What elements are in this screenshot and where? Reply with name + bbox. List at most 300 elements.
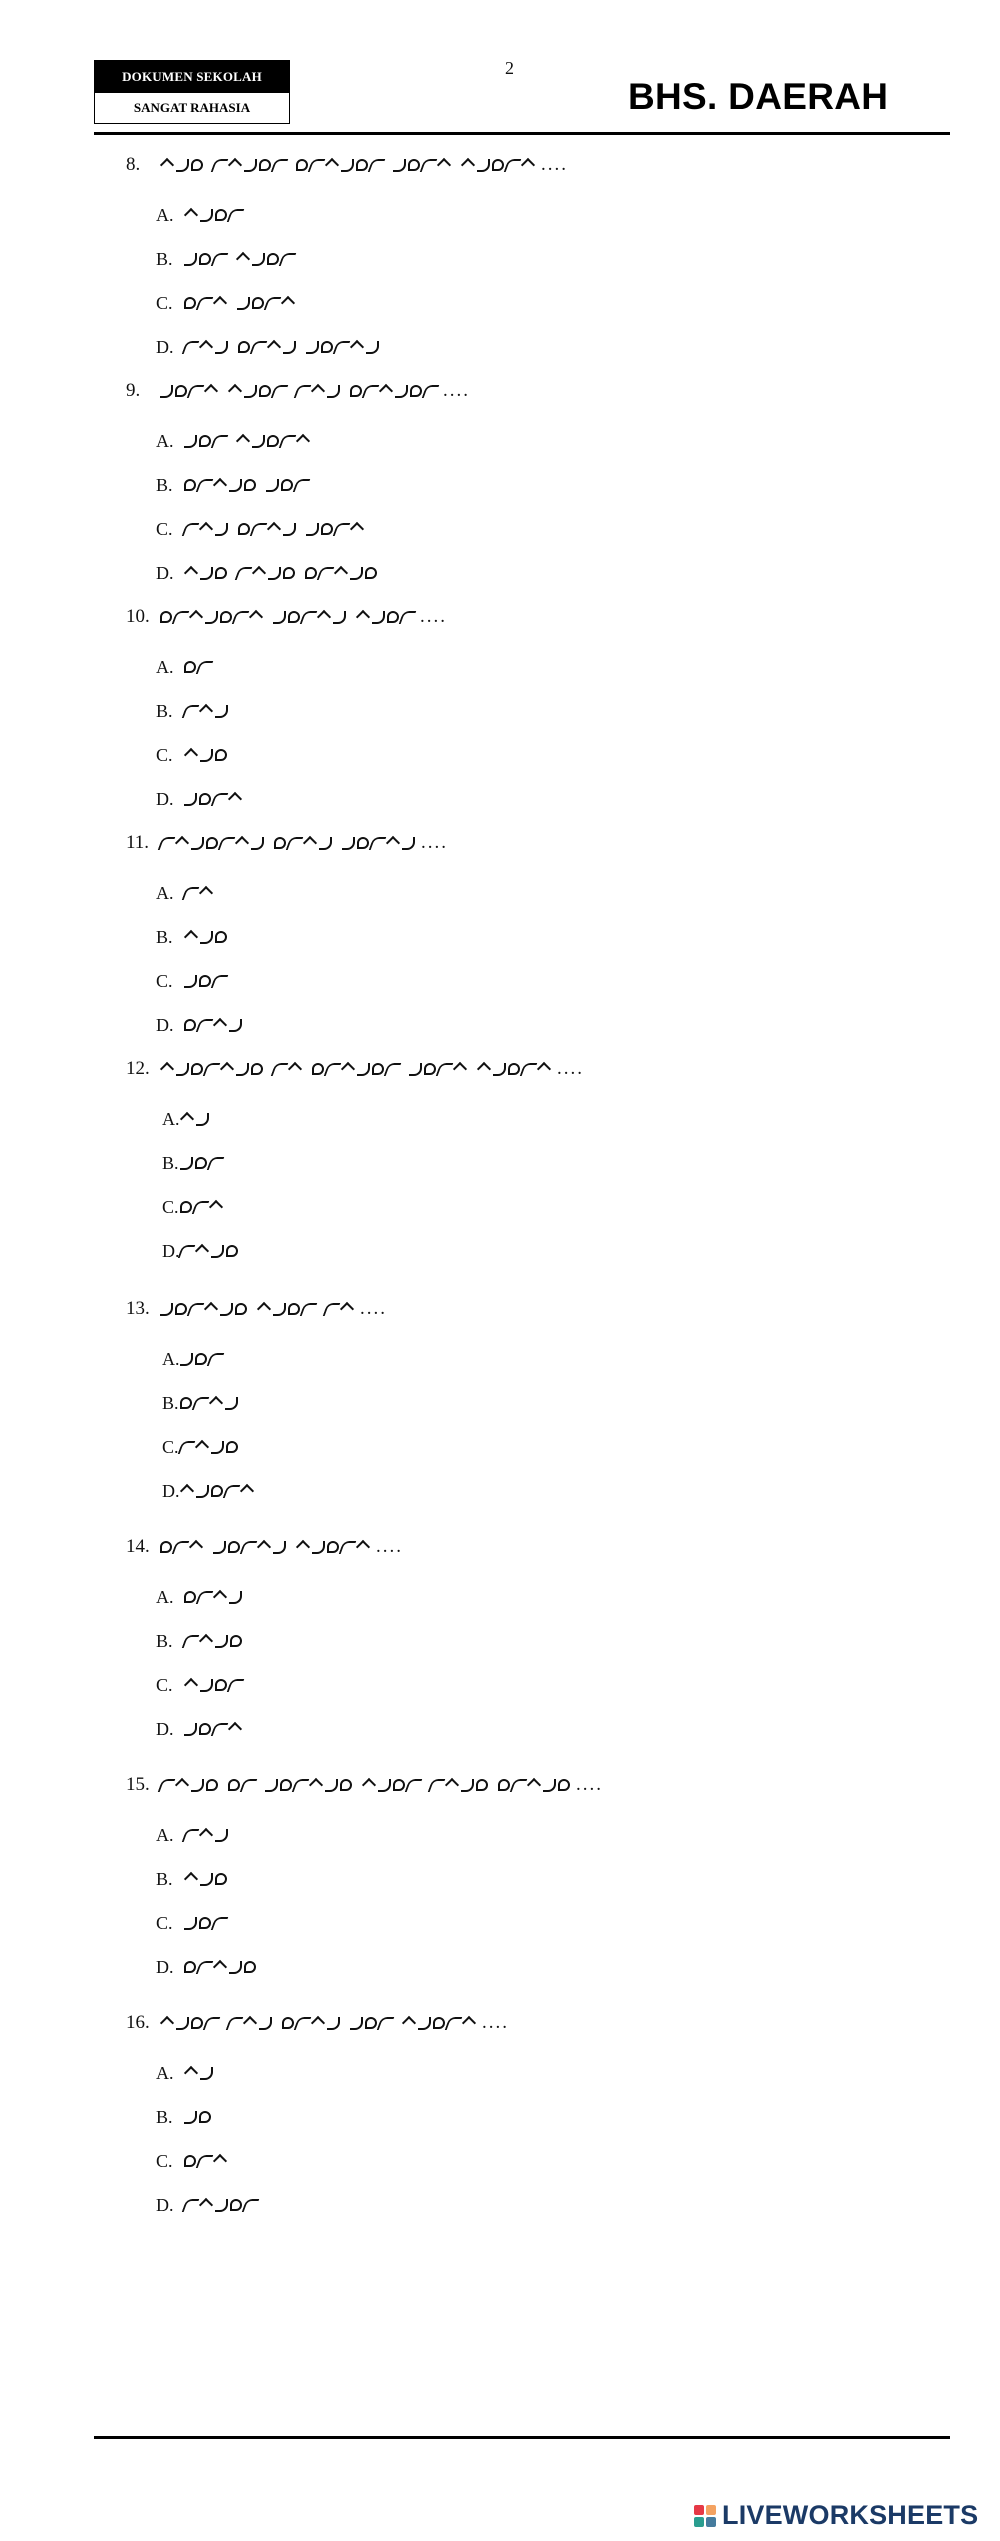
script-word	[184, 705, 228, 718]
script-word	[236, 253, 294, 266]
script-glyph-icon	[205, 611, 218, 624]
script-glyph-icon	[410, 385, 422, 397]
script-text	[184, 1591, 242, 1604]
answer-option[interactable]	[156, 514, 370, 544]
script-glyph-icon	[268, 567, 281, 580]
answer-option[interactable]	[162, 1344, 228, 1374]
question-ellipsis: ....	[420, 606, 447, 627]
answer-option[interactable]	[156, 332, 385, 362]
script-glyph-icon	[199, 704, 213, 718]
script-glyph-icon	[218, 837, 236, 850]
script-glyph-icon	[215, 2199, 228, 2212]
script-glyph-icon	[356, 1540, 370, 1554]
script-word	[184, 1635, 242, 1648]
script-glyph-icon	[238, 523, 250, 535]
script-glyph-icon	[229, 1961, 242, 1974]
script-glyph-icon	[362, 1778, 376, 1792]
script-glyph-icon	[296, 1540, 310, 1554]
script-glyph-icon	[182, 341, 200, 354]
option-letter: A.	[162, 1108, 180, 1129]
script-glyph-icon	[237, 297, 250, 310]
question-ellipsis: ....	[482, 2012, 509, 2033]
answer-option[interactable]	[156, 244, 300, 274]
script-glyph-icon	[350, 567, 363, 580]
script-text	[184, 523, 364, 536]
script-glyph-icon	[282, 2017, 294, 2029]
script-word	[184, 209, 242, 222]
script-glyph-icon	[196, 1961, 214, 1974]
script-text	[184, 1917, 226, 1930]
question-row	[126, 1530, 403, 1564]
script-glyph-icon	[229, 1019, 242, 1032]
script-glyph-icon	[206, 1779, 218, 1791]
option-letter: A.	[156, 882, 174, 903]
answer-option[interactable]	[156, 1714, 248, 1744]
script-glyph-icon	[312, 1541, 325, 1554]
option-letter: C.	[156, 744, 173, 765]
question-item	[126, 2006, 509, 2040]
script-glyph-icon	[192, 1201, 210, 1214]
script-glyph-icon	[445, 2017, 463, 2030]
option-letter: D.	[156, 1718, 174, 1739]
script-glyph-icon	[178, 1441, 196, 1454]
script-glyph-icon	[180, 1112, 194, 1126]
stamp-bottom-label: SANGAT RAHASIA	[95, 93, 289, 123]
answer-option[interactable]	[156, 922, 233, 952]
script-glyph-icon	[215, 705, 228, 718]
brand-square	[706, 2517, 716, 2527]
option-letter: C.	[162, 1196, 179, 1217]
page-number: 2	[505, 58, 514, 78]
question-number: 11.	[126, 832, 150, 853]
answer-option[interactable]	[156, 652, 217, 682]
brand-grid-icon	[694, 2505, 716, 2527]
answer-option[interactable]	[162, 1236, 244, 1266]
script-glyph-icon	[184, 1872, 198, 1886]
script-glyph-icon	[356, 159, 368, 171]
script-word	[350, 385, 437, 398]
script-text	[180, 1113, 209, 1126]
answer-option[interactable]	[162, 1476, 260, 1506]
script-glyph-icon	[273, 1541, 286, 1554]
script-glyph-icon	[365, 2017, 377, 2029]
script-glyph-icon	[366, 341, 379, 354]
option-letter: C.	[162, 1436, 179, 1457]
script-glyph-icon	[199, 2111, 211, 2123]
script-glyph-icon	[220, 1303, 233, 1316]
script-glyph-icon	[296, 159, 308, 171]
script-glyph-icon	[184, 297, 196, 309]
script-glyph-icon	[521, 158, 535, 172]
script-glyph-icon	[184, 661, 196, 673]
script-word	[180, 1157, 222, 1170]
script-glyph-icon	[324, 1063, 342, 1076]
script-glyph-icon	[325, 158, 339, 172]
script-word	[184, 1873, 227, 1886]
script-glyph-icon	[176, 1063, 189, 1076]
script-glyph-icon	[267, 253, 279, 265]
answer-option[interactable]	[162, 1388, 244, 1418]
option-letter: C.	[156, 1912, 173, 1933]
script-glyph-icon	[211, 975, 229, 988]
script-glyph-icon	[288, 611, 300, 623]
script-glyph-icon	[199, 340, 213, 354]
option-letter: B.	[156, 474, 173, 495]
script-glyph-icon	[189, 610, 203, 624]
answer-option[interactable]	[162, 1148, 228, 1178]
script-word	[356, 611, 414, 624]
script-glyph-icon	[409, 1063, 422, 1076]
script-glyph-icon	[195, 1440, 209, 1454]
script-glyph-icon	[213, 296, 227, 310]
script-word	[257, 1303, 315, 1316]
question-number: 13.	[126, 1298, 150, 1319]
script-glyph-icon	[228, 1722, 242, 1736]
script-word	[184, 2111, 211, 2124]
script-word	[306, 523, 364, 536]
script-glyph-icon	[235, 836, 249, 850]
script-glyph-icon	[340, 1302, 354, 1316]
script-glyph-icon	[267, 435, 279, 447]
script-glyph-icon	[327, 385, 340, 398]
script-glyph-icon	[184, 253, 197, 266]
script-text	[184, 209, 242, 222]
script-glyph-icon	[350, 340, 364, 354]
option-letter: D.	[156, 562, 174, 583]
answer-option[interactable]	[156, 1626, 248, 1656]
script-glyph-icon	[309, 1778, 323, 1792]
answer-option[interactable]	[162, 1192, 229, 1222]
script-glyph-icon	[281, 479, 293, 491]
script-glyph-icon	[228, 1779, 240, 1791]
script-glyph-icon	[213, 1541, 226, 1554]
script-word	[265, 1779, 352, 1792]
option-letter: B.	[162, 1152, 179, 1173]
answer-option[interactable]	[156, 200, 248, 230]
script-glyph-icon	[225, 1397, 238, 1410]
script-glyph-icon	[158, 837, 176, 850]
script-glyph-icon	[199, 1828, 213, 1842]
answer-option[interactable]	[162, 1104, 215, 1134]
script-text	[184, 1723, 242, 1736]
script-glyph-icon	[235, 1303, 247, 1315]
question-ellipsis: ....	[541, 154, 568, 175]
script-glyph-icon	[180, 1484, 194, 1498]
answer-option[interactable]	[156, 1582, 248, 1612]
script-glyph-icon	[200, 567, 213, 580]
script-glyph-icon	[200, 1679, 213, 1692]
script-glyph-icon	[402, 837, 415, 850]
script-glyph-icon	[200, 931, 213, 944]
script-glyph-icon	[213, 478, 227, 492]
script-glyph-icon	[357, 837, 369, 849]
script-glyph-icon	[267, 522, 281, 536]
script-glyph-icon	[453, 1062, 467, 1076]
question-ellipsis: ....	[376, 1536, 403, 1557]
script-word	[228, 385, 286, 398]
answer-option[interactable]	[156, 1820, 234, 1850]
brand-square	[694, 2517, 704, 2527]
script-glyph-icon	[265, 1779, 278, 1792]
brand-square	[694, 2505, 704, 2515]
script-glyph-icon	[228, 158, 242, 172]
script-glyph-icon	[200, 749, 213, 762]
script-glyph-icon	[182, 2199, 200, 2212]
script-glyph-icon	[223, 1485, 241, 1498]
script-word	[325, 1303, 354, 1316]
script-glyph-icon	[252, 435, 265, 448]
script-text	[184, 661, 211, 674]
option-letter: A.	[156, 1586, 174, 1607]
script-glyph-icon	[433, 2017, 445, 2029]
answer-option[interactable]	[156, 1010, 248, 1040]
answer-option[interactable]	[156, 1908, 232, 1938]
script-text	[184, 975, 226, 988]
script-text	[184, 2111, 211, 2124]
script-word	[184, 1829, 228, 1842]
script-glyph-icon	[292, 1779, 310, 1792]
script-glyph-icon	[323, 1303, 341, 1316]
question-number: 15.	[126, 1774, 150, 1795]
question-item	[126, 148, 568, 182]
script-glyph-icon	[279, 435, 297, 448]
script-glyph-icon	[211, 1723, 229, 1736]
script-glyph-icon	[372, 611, 385, 624]
answer-option[interactable]	[156, 696, 234, 726]
script-glyph-icon	[184, 1917, 197, 1930]
script-glyph-icon	[184, 566, 198, 580]
script-glyph-icon	[266, 479, 279, 492]
answer-option[interactable]	[156, 740, 233, 770]
script-text	[180, 1441, 238, 1454]
script-glyph-icon	[386, 836, 400, 850]
script-glyph-icon	[184, 2111, 197, 2124]
script-word	[305, 567, 377, 580]
option-letter: B.	[156, 926, 173, 947]
answer-option[interactable]	[156, 558, 383, 588]
question-ellipsis: ....	[443, 380, 470, 401]
script-word	[180, 1485, 254, 1498]
script-glyph-icon	[191, 2017, 203, 2029]
script-glyph-icon	[211, 435, 229, 448]
script-word	[296, 1541, 370, 1554]
answer-option[interactable]	[156, 1864, 233, 1894]
script-text	[184, 297, 295, 310]
script-glyph-icon	[504, 159, 522, 172]
script-glyph-icon	[520, 1063, 538, 1076]
script-word	[266, 479, 308, 492]
script-glyph-icon	[160, 611, 172, 623]
stamp-top-label: DOKUMEN SEKOLAH	[95, 61, 289, 93]
script-glyph-icon	[325, 1779, 338, 1792]
script-glyph-icon	[227, 209, 245, 222]
script-glyph-icon	[200, 1873, 213, 1886]
script-word	[184, 1591, 242, 1604]
script-glyph-icon	[378, 1779, 391, 1792]
script-glyph-icon	[257, 1302, 271, 1316]
script-word	[180, 1441, 238, 1454]
script-glyph-icon	[341, 1062, 355, 1076]
script-glyph-icon	[172, 1541, 190, 1554]
script-word	[274, 837, 332, 850]
script-glyph-icon	[199, 1917, 211, 1929]
script-glyph-icon	[339, 1541, 357, 1554]
answer-option[interactable]	[156, 966, 232, 996]
script-glyph-icon	[229, 479, 242, 492]
answer-option[interactable]	[156, 2102, 217, 2132]
option-letter: B.	[162, 1392, 179, 1413]
script-text	[180, 1485, 254, 1498]
script-glyph-icon	[372, 1063, 384, 1075]
script-glyph-icon	[184, 2155, 196, 2167]
script-glyph-icon	[420, 159, 438, 172]
script-word	[160, 2017, 218, 2030]
script-word	[273, 611, 346, 624]
script-word	[180, 1113, 209, 1126]
script-text	[160, 2017, 476, 2030]
script-glyph-icon	[402, 2016, 416, 2030]
script-glyph-icon	[178, 1245, 196, 1258]
script-glyph-icon	[461, 1779, 474, 1792]
script-glyph-icon	[230, 1635, 242, 1647]
answer-option[interactable]	[156, 878, 219, 908]
script-glyph-icon	[182, 1635, 200, 1648]
script-text	[160, 1541, 370, 1554]
script-glyph-icon	[257, 1540, 271, 1554]
script-glyph-icon	[393, 159, 406, 172]
script-glyph-icon	[230, 2199, 242, 2211]
script-glyph-icon	[537, 1062, 551, 1076]
answer-option[interactable]	[156, 470, 314, 500]
script-glyph-icon	[187, 385, 205, 398]
script-glyph-icon	[368, 159, 386, 172]
script-glyph-icon	[196, 1019, 214, 1032]
answer-option[interactable]	[156, 784, 248, 814]
script-text	[180, 1397, 238, 1410]
script-glyph-icon	[267, 340, 281, 354]
script-word	[184, 887, 213, 900]
answer-option[interactable]	[156, 2190, 263, 2220]
script-glyph-icon	[211, 1485, 223, 1497]
option-letter: A.	[156, 1824, 174, 1845]
script-word	[160, 837, 264, 850]
script-word	[237, 297, 295, 310]
script-glyph-icon	[184, 2066, 198, 2080]
script-glyph-icon	[236, 252, 250, 266]
script-glyph-icon	[191, 159, 203, 171]
script-word	[362, 1779, 420, 1792]
script-glyph-icon	[213, 1590, 227, 1604]
script-glyph-icon	[387, 611, 399, 623]
question-item	[126, 1292, 387, 1326]
script-glyph-icon	[327, 2017, 340, 2030]
script-text	[184, 1679, 242, 1692]
question-number: 12.	[126, 1058, 150, 1079]
liveworksheets-logo	[694, 2500, 978, 2531]
script-glyph-icon	[160, 158, 174, 172]
script-glyph-icon	[395, 385, 408, 398]
script-word	[350, 2017, 392, 2030]
script-text	[184, 705, 228, 718]
script-glyph-icon	[196, 479, 214, 492]
script-glyph-icon	[305, 567, 317, 579]
script-glyph-icon	[176, 159, 189, 172]
script-glyph-icon	[408, 159, 420, 171]
script-word	[238, 341, 296, 354]
script-glyph-icon	[211, 1245, 224, 1258]
script-glyph-icon	[196, 661, 214, 674]
option-letter: D.	[156, 1014, 174, 1035]
script-glyph-icon	[182, 887, 200, 900]
script-glyph-icon	[273, 611, 286, 624]
script-glyph-icon	[333, 341, 351, 354]
script-glyph-icon	[350, 2017, 363, 2030]
script-glyph-icon	[279, 253, 297, 266]
script-word	[342, 837, 415, 850]
script-glyph-icon	[340, 1779, 352, 1791]
script-word	[184, 1679, 242, 1692]
question-row	[126, 826, 448, 860]
script-glyph-icon	[362, 385, 380, 398]
question-row	[126, 148, 568, 182]
script-word	[184, 341, 228, 354]
script-glyph-icon	[184, 1019, 196, 1031]
script-glyph-icon	[199, 435, 211, 447]
script-glyph-icon	[199, 1634, 213, 1648]
script-glyph-icon	[235, 567, 253, 580]
question-row	[126, 600, 447, 634]
header-divider	[94, 132, 950, 135]
answer-option[interactable]	[156, 1670, 248, 1700]
script-glyph-icon	[180, 1353, 193, 1366]
script-glyph-icon	[236, 1063, 249, 1076]
script-word	[180, 1397, 238, 1410]
script-glyph-icon	[283, 523, 296, 536]
answer-option[interactable]	[156, 1952, 262, 1982]
script-glyph-icon	[199, 793, 211, 805]
script-word	[402, 2017, 476, 2030]
answer-option[interactable]	[156, 288, 301, 318]
script-glyph-icon	[160, 385, 173, 398]
script-word	[282, 2017, 340, 2030]
script-glyph-icon	[187, 1303, 205, 1316]
script-word	[184, 567, 227, 580]
script-glyph-icon	[196, 1591, 214, 1604]
script-glyph-icon	[240, 1484, 254, 1498]
script-glyph-icon	[200, 209, 213, 222]
question-item	[126, 600, 447, 634]
script-glyph-icon	[195, 1244, 209, 1258]
script-glyph-icon	[271, 1063, 289, 1076]
script-glyph-icon	[196, 297, 214, 310]
script-glyph-icon	[215, 1679, 227, 1691]
answer-option[interactable]	[156, 2058, 219, 2088]
script-text	[184, 1635, 242, 1648]
script-glyph-icon	[189, 1540, 203, 1554]
answer-option[interactable]	[156, 2146, 233, 2176]
script-glyph-icon	[199, 253, 211, 265]
answer-option[interactable]	[156, 426, 316, 456]
script-glyph-icon	[311, 2016, 325, 2030]
answer-option[interactable]	[162, 1432, 244, 1462]
script-glyph-icon	[238, 341, 250, 353]
script-glyph-icon	[211, 253, 229, 266]
script-glyph-icon	[379, 384, 393, 398]
question-item	[126, 1768, 603, 1802]
script-word	[184, 523, 228, 536]
script-glyph-icon	[428, 1779, 446, 1792]
script-glyph-icon	[350, 522, 364, 536]
